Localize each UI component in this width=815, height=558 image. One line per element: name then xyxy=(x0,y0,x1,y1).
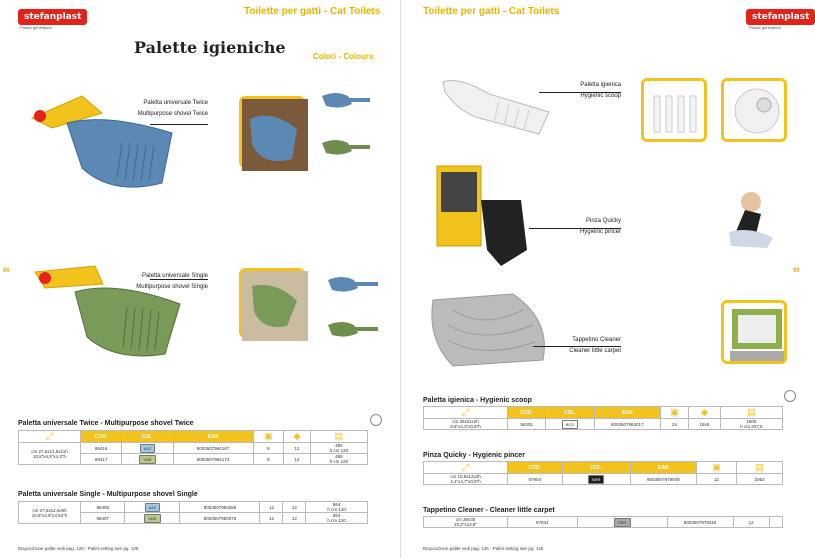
pallet-stack-icon: ▤ xyxy=(334,431,344,441)
section-title: Toilette per gatti - Cat Toilets xyxy=(244,6,381,17)
page-number: 99 xyxy=(793,268,800,274)
qty-cell: 12 xyxy=(260,513,283,524)
pallet-icon-cell xyxy=(737,462,783,474)
single-name-it: Paletta universale Single xyxy=(141,273,208,279)
qty-cell: 8 xyxy=(253,443,284,454)
carpet-name-it: Tappetino Cleaner xyxy=(572,337,621,343)
pallet-cell: 2052 xyxy=(737,474,783,485)
leader-line xyxy=(533,346,621,347)
size-icon-cell xyxy=(424,407,508,419)
table-row xyxy=(424,474,783,485)
brand-tagline: Plastic generation. xyxy=(749,25,782,30)
dimension-icon: ⤢ xyxy=(461,407,470,417)
single-name-en: Multipurpose shovel Single xyxy=(136,283,208,290)
pack-icon-cell xyxy=(253,431,284,443)
color-chip: VDE xyxy=(139,455,155,464)
ean-cell: 8003507984167 xyxy=(173,443,253,454)
qty-cell: 12 xyxy=(696,474,736,485)
ean-cell: 8003507979316 xyxy=(667,517,733,528)
pincer-usage-photo xyxy=(721,188,787,252)
pallet-icon-cell xyxy=(310,431,367,443)
box-icon: ▣ xyxy=(264,431,273,441)
dimension-icon: ⤢ xyxy=(45,431,54,441)
cleaner-carpet-image xyxy=(423,290,553,370)
leader-line xyxy=(529,228,621,229)
qty-cell: 24 xyxy=(660,419,688,430)
outer-icon-cell xyxy=(284,431,310,443)
outer-icon-cell xyxy=(689,407,720,419)
pincer-name-en: Hygienic pincer xyxy=(579,228,621,235)
pallet-stack-icon: ▤ xyxy=(747,407,756,417)
col-cell xyxy=(122,443,173,454)
scoop-name-en: Hygienic scoop xyxy=(580,92,621,99)
brand-logo: stefanplast xyxy=(746,9,815,25)
ean-cell: 8003507984075 xyxy=(180,513,260,524)
ean-cell: 8003507979049 xyxy=(630,474,696,485)
spec-table-single xyxy=(18,501,368,524)
pallet-icon xyxy=(370,414,382,426)
table-title: Paletta igienica - Hygienic scoop xyxy=(423,397,532,404)
size-cell: cm 27,5x12,5x9h 10,8"x4,9"x3,54"h xyxy=(19,502,81,524)
carton-icon: ◆ xyxy=(293,431,301,441)
col-header-ean: EAN xyxy=(594,407,660,419)
cod-cell: 98406 xyxy=(81,502,125,513)
single-label xyxy=(128,271,208,293)
table-row xyxy=(424,517,783,528)
cod-cell: 98417 xyxy=(81,454,122,465)
col-header-ean: EAN xyxy=(630,462,696,474)
brand-logo: stefanplast xyxy=(18,9,87,25)
ean-cell: 8003507963017 xyxy=(594,419,660,430)
twice-color-swatches xyxy=(318,88,374,168)
col-header-col: COL. xyxy=(562,462,630,474)
col-cell xyxy=(122,454,173,465)
pack-icon-cell xyxy=(660,407,688,419)
pallet-cell: 480 h cm 120 xyxy=(310,454,367,465)
col-cell xyxy=(562,474,630,485)
right-page xyxy=(400,0,810,558)
color-chip: VDE xyxy=(144,514,160,523)
qty-cell: 8 xyxy=(253,454,284,465)
scoop-detail-2 xyxy=(721,78,787,142)
leader-line xyxy=(150,279,208,280)
qty-cell: 12 xyxy=(733,517,769,528)
qty-cell: 12 xyxy=(283,502,306,513)
spec-table-twice xyxy=(18,430,368,465)
twice-usage-photo xyxy=(239,96,305,168)
twice-name-en: Multipurpose shovel Twice xyxy=(137,110,208,117)
empty-cell xyxy=(769,517,782,528)
pallet-icon xyxy=(784,390,796,402)
pallet-note: Disposizione pallet vedi pag. 126 - Pallet setting see pg. 126 xyxy=(18,546,139,551)
col-header-col: COL. xyxy=(546,407,595,419)
table-title: Paletta universale Single - Multipurpose shovel Single xyxy=(18,491,198,498)
qty-cell: 12 xyxy=(283,513,306,524)
brand-tagline: Plastic generation. xyxy=(20,25,53,30)
size-icon-cell xyxy=(19,431,81,443)
scoop-label xyxy=(553,80,621,102)
pincer-label xyxy=(553,216,621,238)
page-title: Palette igieniche xyxy=(134,38,286,57)
colors-label: Colori - Colours xyxy=(313,52,374,61)
scoop-name-it: Paletta igienica xyxy=(580,82,621,88)
scoop-detail-1 xyxy=(641,78,707,142)
qty-cell: 12 xyxy=(260,502,283,513)
col-cell xyxy=(125,513,180,524)
col-header-cod: COD. xyxy=(508,407,546,419)
page-number: 98 xyxy=(3,268,10,274)
spec-table-carpet xyxy=(423,516,783,528)
qty-cell: 18x5 xyxy=(689,419,720,430)
twice-name-it: Paletta universale Twice xyxy=(143,100,208,106)
table-row xyxy=(19,443,368,454)
color-chip: BCO xyxy=(562,420,579,429)
ean-cell: 8003507984174 xyxy=(173,454,253,465)
color-chip: NER xyxy=(588,475,604,484)
leader-line xyxy=(539,92,621,93)
col-cell xyxy=(577,517,667,528)
table-title: Pinza Quicky - Hygienic pincer xyxy=(423,452,525,459)
carpet-usage-photo xyxy=(721,300,787,364)
dimension-icon: ⤢ xyxy=(461,462,470,472)
pallet-cell: 864 h cm 120 xyxy=(306,502,368,513)
pincer-name-it: Pinza Quicky xyxy=(585,218,621,224)
spec-table-pincer xyxy=(423,461,783,485)
spec-table-scoop xyxy=(423,406,783,430)
pallet-cell: 480 h cm 120 xyxy=(310,443,367,454)
pallet-cell: 1800 h cm 207,5 xyxy=(720,419,782,430)
pallet-stack-icon: ▤ xyxy=(755,462,764,472)
color-chip: AZZ xyxy=(140,444,156,453)
pack-icon-cell xyxy=(696,462,736,474)
hygienic-scoop-image xyxy=(439,72,559,142)
col-header-col: COL. xyxy=(122,431,173,443)
size-cell: cm 27,5x12,5x11h 10,8"x4,9"x4,3"h xyxy=(19,443,81,465)
twice-label xyxy=(128,98,208,120)
pallet-icon-cell xyxy=(720,407,782,419)
table-row xyxy=(424,419,783,430)
table-title: Tappetino Cleaner - Cleaner little carpet xyxy=(423,507,555,514)
col-cell xyxy=(546,419,595,430)
qty-cell: 12 xyxy=(284,454,310,465)
carpet-name-en: Cleaner little carpet xyxy=(569,347,621,354)
qty-cell: 12 xyxy=(284,443,310,454)
carton-icon: ◆ xyxy=(700,407,708,417)
box-icon: ▣ xyxy=(712,462,721,472)
cod-cell: 96301 xyxy=(508,419,546,430)
color-chip: GRG xyxy=(614,518,631,527)
col-header-cod: COD. xyxy=(81,431,122,443)
size-icon-cell xyxy=(424,462,508,474)
cod-cell: 97904 xyxy=(508,474,563,485)
table-row xyxy=(19,502,368,513)
size-cell: cm 39x35 15,3"x13,8" xyxy=(424,517,508,528)
ean-cell: 8003507984068 xyxy=(180,502,260,513)
cod-cell: 97931 xyxy=(508,517,578,528)
box-icon: ▣ xyxy=(670,407,679,417)
size-cell: cm 10,5x12x2h 4,1"x4,7"x0,8"h xyxy=(424,474,508,485)
pallet-note: Disposizione pallet vedi pag. 126 - Pallet setting see pg. 126 xyxy=(423,546,544,551)
cod-cell: 98416 xyxy=(81,443,122,454)
col-header-ean: EAN xyxy=(173,431,253,443)
col-cell xyxy=(125,502,180,513)
section-title: Toilette per gatti - Cat Toilets xyxy=(423,6,560,17)
table-title: Paletta universale Twice - Multipurpose shovel Twice xyxy=(18,420,194,427)
pincer-image xyxy=(431,160,541,270)
single-color-swatches xyxy=(326,270,382,350)
leader-line xyxy=(150,124,208,125)
color-chip: AZZ xyxy=(145,503,161,512)
col-header-cod: COD. xyxy=(508,462,563,474)
pallet-cell: 864 h cm 120 xyxy=(306,513,368,524)
cod-cell: 98407 xyxy=(81,513,125,524)
size-cell: cm 25x11x2h 9,8"x4,3"x0,8"h xyxy=(424,419,508,430)
left-page xyxy=(0,0,400,558)
single-usage-photo xyxy=(239,268,305,338)
